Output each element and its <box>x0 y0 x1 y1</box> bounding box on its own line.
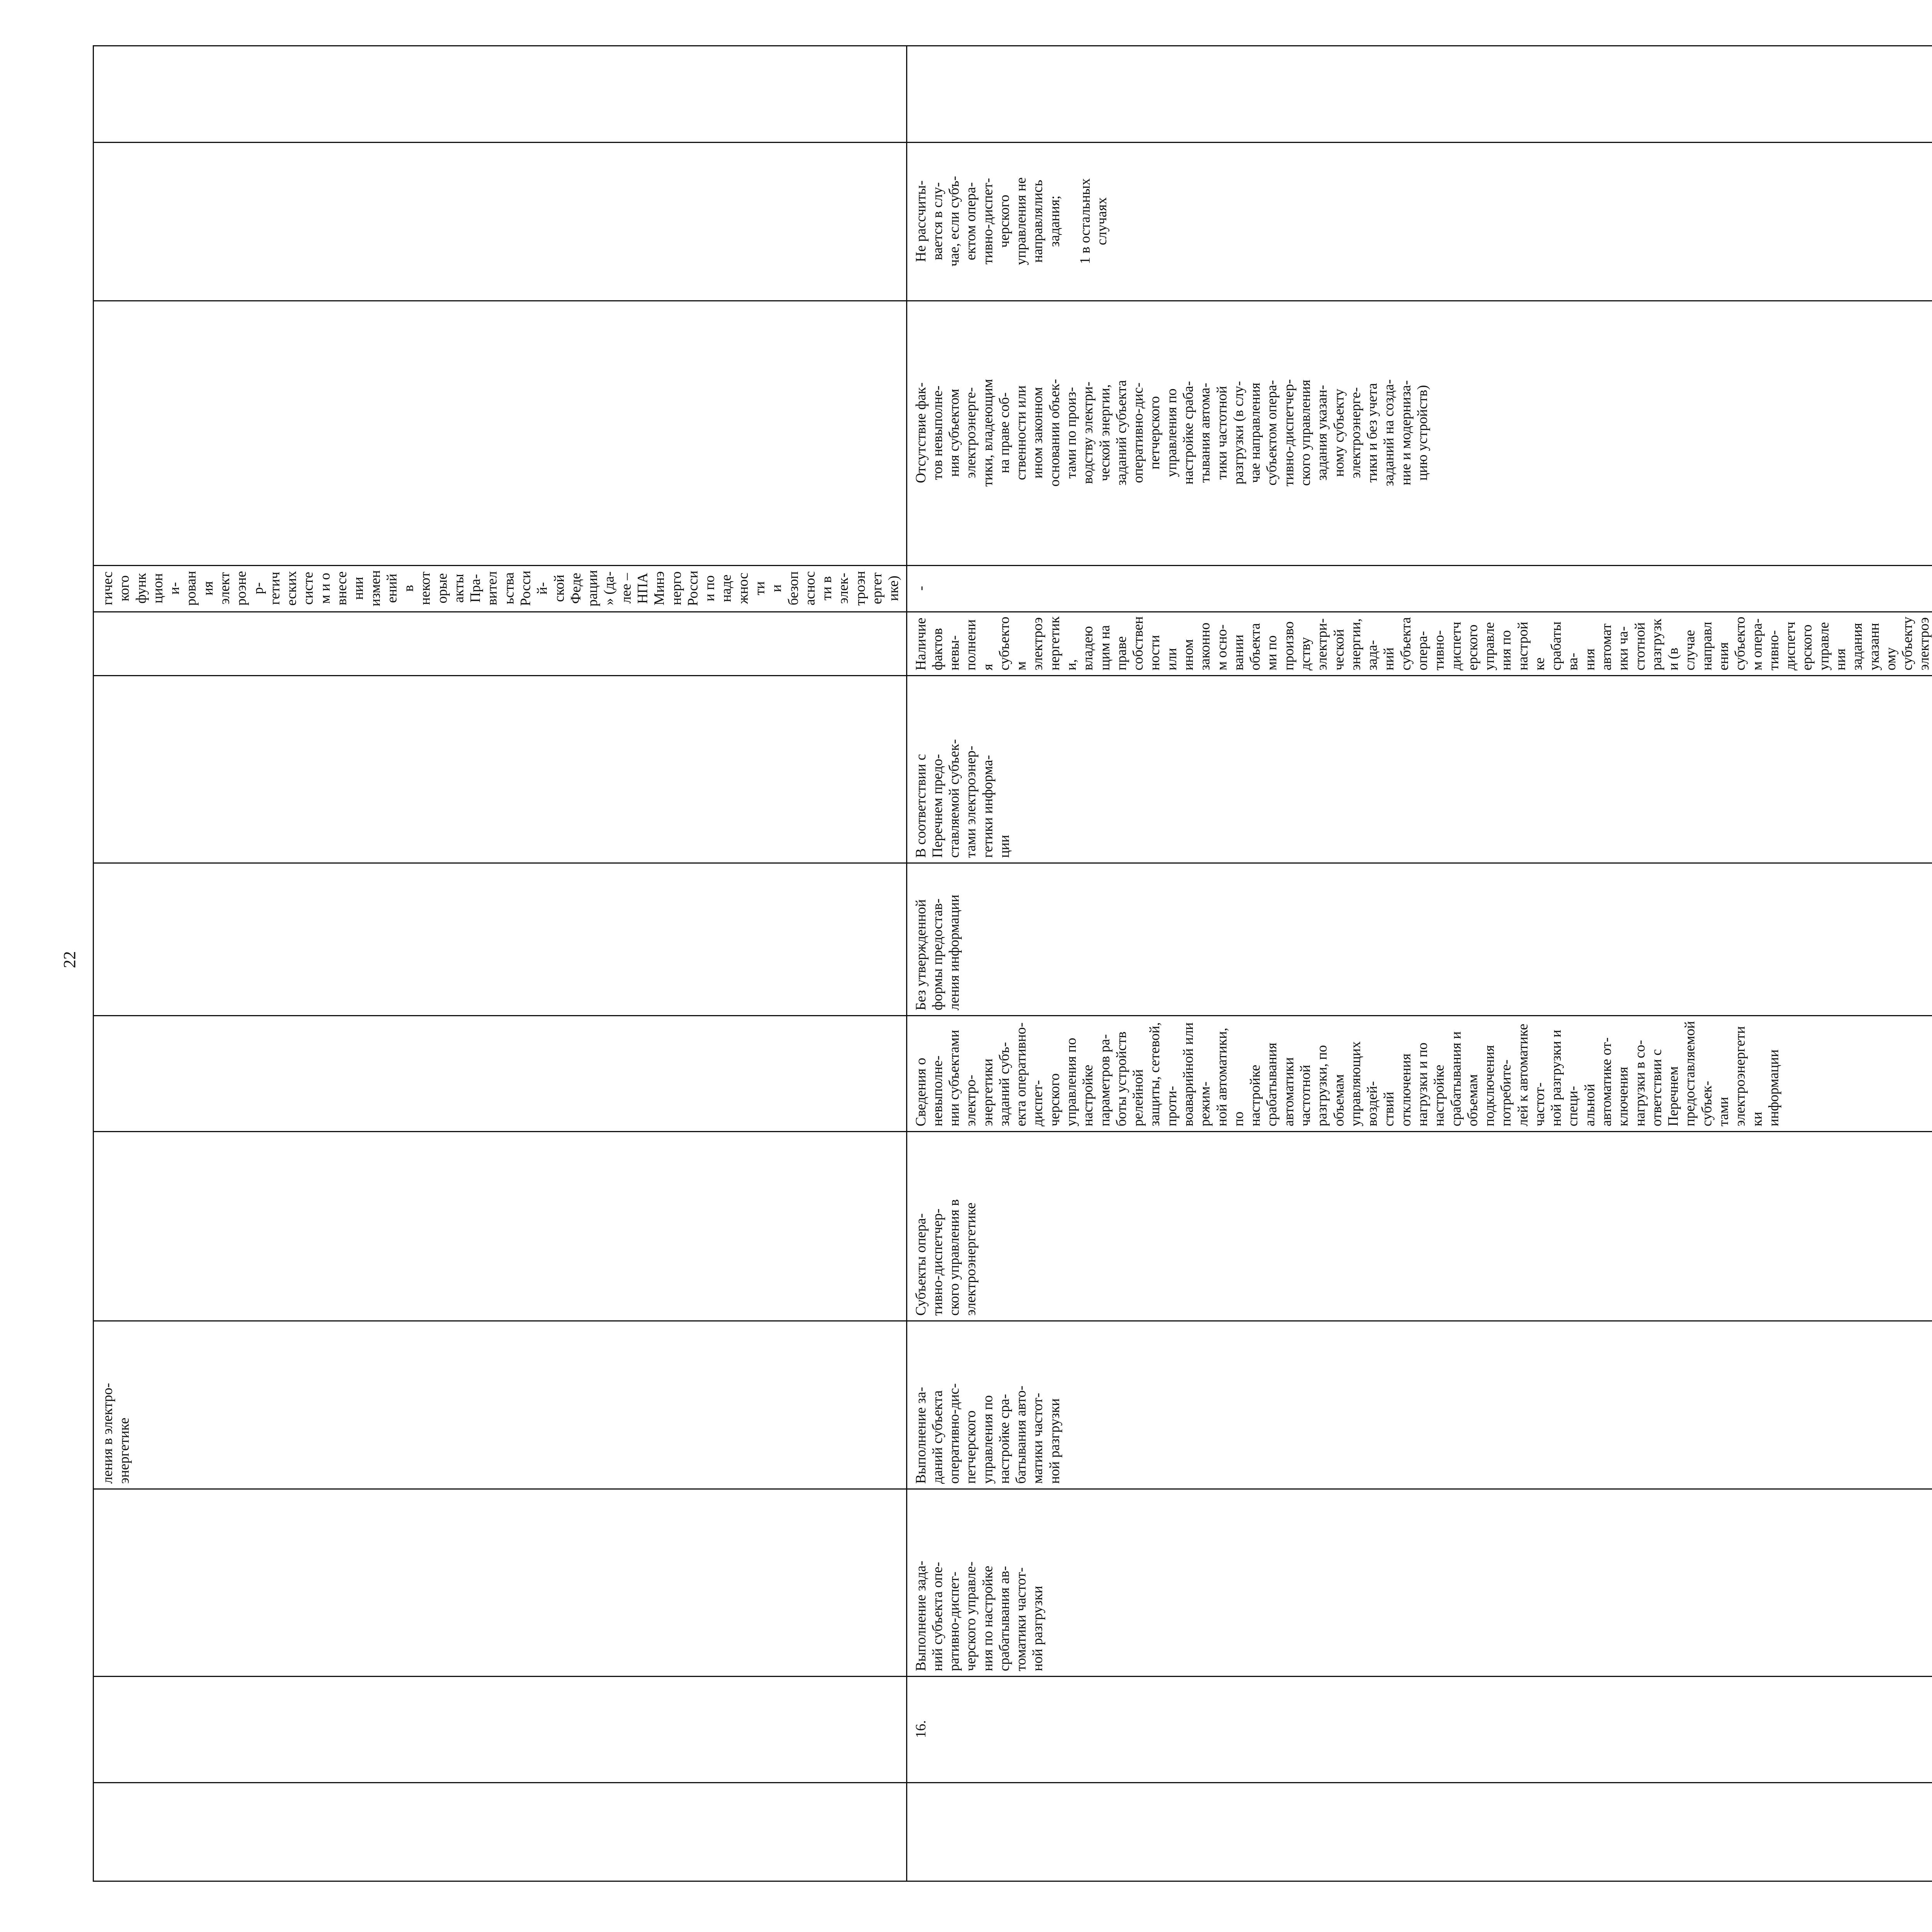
page-number: 22 <box>60 951 79 968</box>
cell-continuation-c9 <box>94 612 907 676</box>
cell-16-calculation <box>906 143 1932 301</box>
cell-continuation-c2 <box>94 1677 907 1783</box>
cell-16-form: Без утвержденной формы предостав- ления информации <box>906 863 1932 1016</box>
cell-16-deadline: В соответствии с Перечнем предо- ставляемой субъек- тами электроэнер- гетики информа- ции <box>906 676 1932 863</box>
cell-continuation-c12 <box>94 143 907 301</box>
cell-continuation-c4 <box>94 1321 907 1489</box>
cell-16-dash: - <box>906 566 1932 612</box>
cell-continuation-c3 <box>94 1489 907 1677</box>
cell-text: ления в электро- энергетике <box>100 1383 133 1484</box>
cell-continuation-c6 <box>94 1016 907 1132</box>
cell-continuation-c10 <box>94 566 907 612</box>
cell-continuation-c11 <box>94 301 907 566</box>
calc-value: 1 в остальных случаях <box>1077 178 1110 264</box>
requirements-table <box>93 45 1932 1882</box>
cell-16-spacer <box>906 1783 1932 1881</box>
cell-text: гического функциони- рования электроэнер- гетических систем и о внесении изменений в некоторые акты Пра- вительства Россий- ской Федерации» (да- лее – НПА Минэнерго России по надежности и безопасности в элек- троэнергетике) <box>100 570 902 607</box>
rotated-table-container <box>93 46 1932 1882</box>
cell-16-absence: Отсутствие фак- тов невыполне- ния субъектом электроэнерге- тики, владеющим на праве соб- ственности или ином законном основании объек- тами по произ- водству электри- ческой энергии, заданий субъекта оперативно-дис- петчерского управления по настройке сраба- тывания автома- тики частотной разгрузки (в слу- чае направления субъектом опера- тивно-диспетчер- ского управления задания указан- ному субъекту электроэнерге- тики и без учета заданий на созда- ние и модерниза- цию устройств) <box>906 301 1932 566</box>
cell-16-condition: Наличие фактов невы- полнения субъектом электроэнергетики, владеющим на праве собственности или ином законном осно- вании объектами по производству электри- ческой энергии, зада- ний субъекта опера- тивно-диспетчерского управления по настройке срабатыва- ния автоматики ча- стотной разгрузки (в случае направления субъектом опера- тивно-диспетчерского управления задания указанному субъекту электроэ <box>906 612 1932 676</box>
cell-continuation-c1 <box>94 1783 907 1881</box>
cell-continuation-c13 <box>94 46 907 143</box>
cell-16-indicator: Выполнение зада- ний субъекта опе- ративно-диспет- черского управле- ния по настройке срабатывания ав- томатики частот- ной разгрузки <box>906 1489 1932 1677</box>
cell-16-requirement: Выполнение за- даний субъекта оперативно-дис- петчерского управления по настройке сра- батывания авто- матики частот- ной разгрузки <box>906 1321 1932 1489</box>
cell-continuation-c7 <box>94 863 907 1016</box>
row-number: 16. <box>906 1677 1932 1783</box>
table-row-16 <box>906 46 1932 1881</box>
cell-16-provider: Субъекты опера- тивно-диспетчер- ского управления в электроэнергетике <box>906 1132 1932 1321</box>
cell-16-information: Сведения о невыполне- нии субъектами электро- энергетики заданий субъ- екта оперативно-диспет- черского управления по настройке параметров ра- боты устройств релейной защиты, сетевой, проти- воаварийной или режим- ной автоматики, по настройке срабатывания автоматики частотной разгрузки, по объемам управляющих воздей- ствий отключения нагрузки и по настройке срабатывания и объемам подключения потребите- лей к автоматике частот- ной разгрузки и специ- альной автоматике от- ключения нагрузки в со- ответствии с Перечнем предоставляемой субъек- тами электроэнергетики информации <box>906 1016 1932 1132</box>
calc-note: Не рассчиты- вается в слу- чае, если субъ- ектом опера- тивно-диспет- черского управления не направлялись задания; <box>913 176 1063 267</box>
cell-continuation-c8 <box>94 676 907 863</box>
table-row-continuation <box>94 46 907 1881</box>
cell-16-trailing <box>906 46 1932 143</box>
cell-continuation-c5 <box>94 1132 907 1321</box>
